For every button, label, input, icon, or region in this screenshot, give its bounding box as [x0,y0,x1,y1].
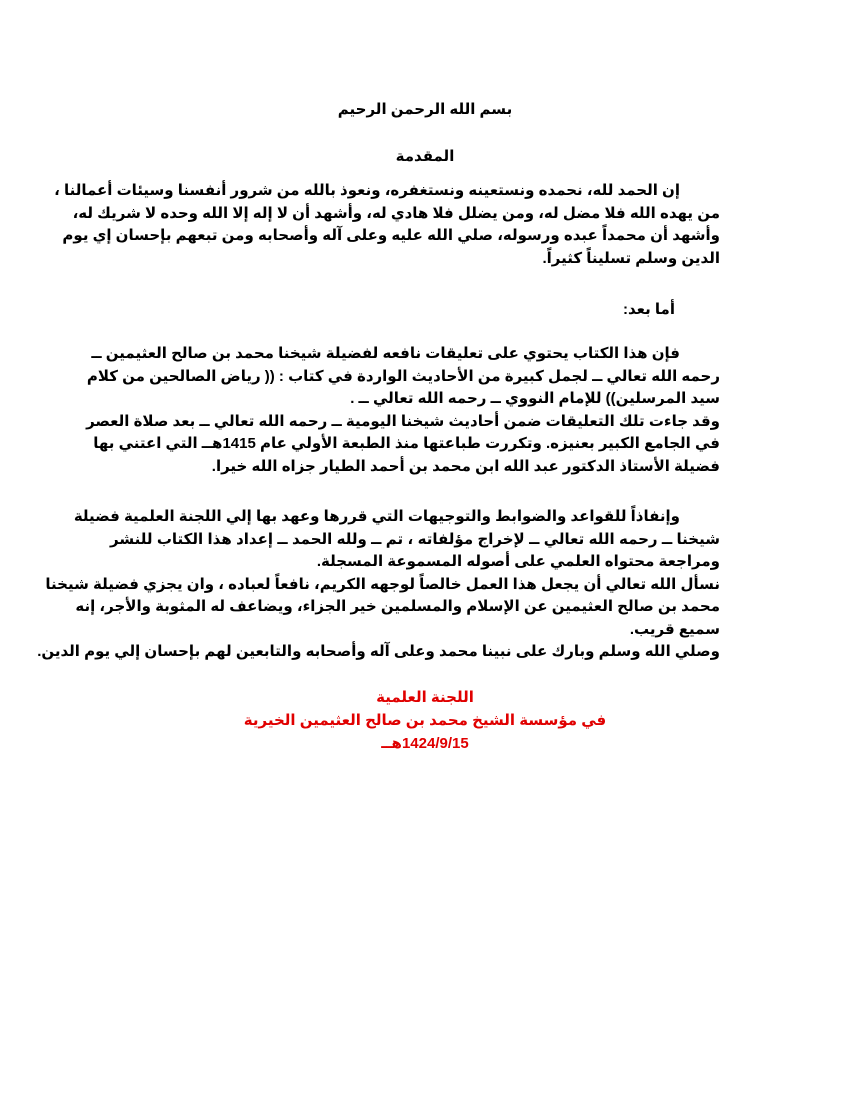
text-line: فضيلة الأستاذ الدكتور عبد الله ابن محمد بن أحمد الطيار جزاه الله خيرا. [211,457,720,475]
text-line: إن الحمد لله، نحمده ونستعينه ونستغفره، ونعوذ بالله من شرور أنفسنا وسيئات أعمالنا ، [54,182,680,199]
amma-baad-label: أما بعد: [623,301,675,318]
section-heading: المقدمة [395,148,455,165]
text-line: وقد جاءت تلك التعليقات ضمن أحاديث شيخنا اليومية ــ رحمه الله تعالي ــ بعد صلاة العصر [86,412,720,430]
text-line: ومراجعة محتواه العلمي على أصوله المسموعة المسجلة. [316,553,720,570]
text-line: وإنفاذاً للقواعد والضوابط والتوجيهات التي قررها وعهد بها إلي اللجنة العلمية فضيلة [73,508,680,525]
basmala-title: بسم الله الرحمن الرحيم [337,101,513,118]
text-line: شيخنا ــ رحمه الله تعالي ــ لإخراج مؤلفاته ، تم ــ ولله الحمد ــ إعداد هذا الكتاب للنشر [110,530,720,548]
signature-date: 1424/9/15هــ [381,735,469,752]
text-line: وصلي الله وسلم وبارك على نبينا محمد وعلى آله وأصحابه والتابعين لهم بإحسان إلي يوم الدين. [37,643,720,660]
signature-block [0,686,850,755]
intro-paragraph [54,180,720,270]
foundation-name: في مؤسسة الشيخ محمد بن صالح العثيمين الخيرية [243,712,607,729]
closing-paragraph [37,506,720,664]
text-line: رحمه الله تعالي ــ لجمل كبيرة من الأحاديث الواردة في كتاب : (( رياض الصالحين من كلام [86,367,720,385]
text-line: سميع قريب. [629,620,720,638]
text-line: نسأل الله تعالي أن يجعل هذا العمل خالصاً لوجهه الكريم، نافعاً لعباده ، وان يجزي فضيلة شيخنا [45,575,720,593]
text-line: الدين وسلم تسليناً كثيراً. [542,249,720,267]
text-line: محمد بن صالح العثيمين عن الإسلام والمسلمين خير الجزاء، ويضاعف له المثوبة والأجر، إنه [75,598,720,615]
text-line: في الجامع الكبير بعنيزه. وتكررت طباعتها منذ الطبعة الأولي عام 1415هــ التي اعتني بها [93,435,720,452]
text-line: سيد المرسلين)) للإمام النووي ــ رحمه الله تعالي ــ . [350,390,720,407]
text-line: وأشهد أن محمداً عبده ورسوله، صلي الله عليه وعلى آله وأصحابه ومن تبعهم بإحسان إي يوم [62,227,720,244]
text-line: فإن هذا الكتاب يحتوي على تعليقات نافعه لفضيلة شيخنا محمد بن صالح العثيمين ــ [91,345,680,362]
committee-name: اللجنة العلمية [376,689,474,706]
text-line: من يهده الله فلا مضل له، ومن يضلل فلا هادي له، وأشهد أن لا إله إلا الله وحده لا شريك له، [72,204,720,222]
body-paragraph [86,343,720,478]
